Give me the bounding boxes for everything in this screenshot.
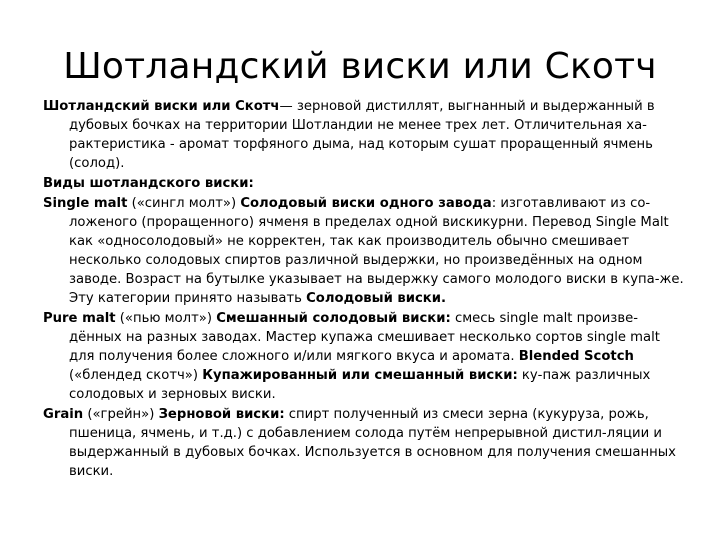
pure-malt-text: смесь single malt произве-дённых на разных заводах. Мастер купажа смешивает несколько сортов single malt для получения более сложного и/или мягкого вкуса и аромата. [69, 311, 660, 364]
grain-pronunciation: («грейн») [83, 407, 159, 422]
term-grain: Grain [43, 407, 84, 422]
term-pure-malt: Pure malt [43, 311, 116, 326]
single-malt-pronunciation: («сингл молт») [127, 196, 241, 211]
definition-paragraph [43, 97, 685, 173]
blended-scotch-name: Купажированный или смешанный виски: [202, 368, 518, 383]
single-malt-name: Солодовый виски одного завода [240, 196, 492, 211]
slide-body [43, 97, 685, 481]
term-single-malt: Single malt [43, 196, 128, 211]
definition-text: — зерновой дистиллят, выгнанный и выдержанный в дубовых бочках на территории Шотландии не менее трех лет. Отличительная ха-рактеристика - аромат торфяного дыма, над которым сушат проращенный ячмень (солод). [69, 99, 655, 171]
single-malt-text: : изготавливают из со-ложеного (проращенного) ячменя в пределах одной вискикурни. Перевод Single Malt как «односолодовый» не корректен, так как производитель обычно смешивает несколько солодовых спиртов различной выдержки, но произведённых на одном заводе. Возраст на бутылке указывает на выдержку самого молодого виски в купа-же. Эту категории принято называть [69, 196, 684, 306]
types-heading-paragraph [43, 174, 685, 193]
blended-scotch-text: ку-паж различных солодовых и зерновых виски. [69, 368, 651, 402]
grain-name: Зерновой виски: [158, 407, 285, 422]
pure-malt-paragraph [43, 309, 685, 404]
pure-malt-pronunciation: («пью молт») [115, 311, 217, 326]
term-scotch: Шотландский виски или Скотч [43, 99, 280, 114]
types-heading: Виды шотландского виски: [43, 176, 254, 191]
single-malt-paragraph [43, 194, 685, 308]
blended-scotch-pronunciation: («блендед скотч») [69, 368, 203, 383]
term-blended-scotch: Blended Scotch [518, 349, 634, 364]
grain-text: спирт полученный из смеси зерна (кукуруза, рожь, пшеница, ячмень, и т.д.) с добавлением солода путём непрерывной дистил-ляции и выдержанный в дубовых бочках. Используется в основном для получения смешанных виски. [69, 407, 676, 479]
pure-malt-name: Смешанный солодовый виски: [216, 311, 451, 326]
single-malt-category: Солодовый виски. [306, 291, 446, 306]
slide-title: Шотландский виски или Скотч [63, 46, 657, 87]
grain-paragraph [43, 405, 685, 481]
